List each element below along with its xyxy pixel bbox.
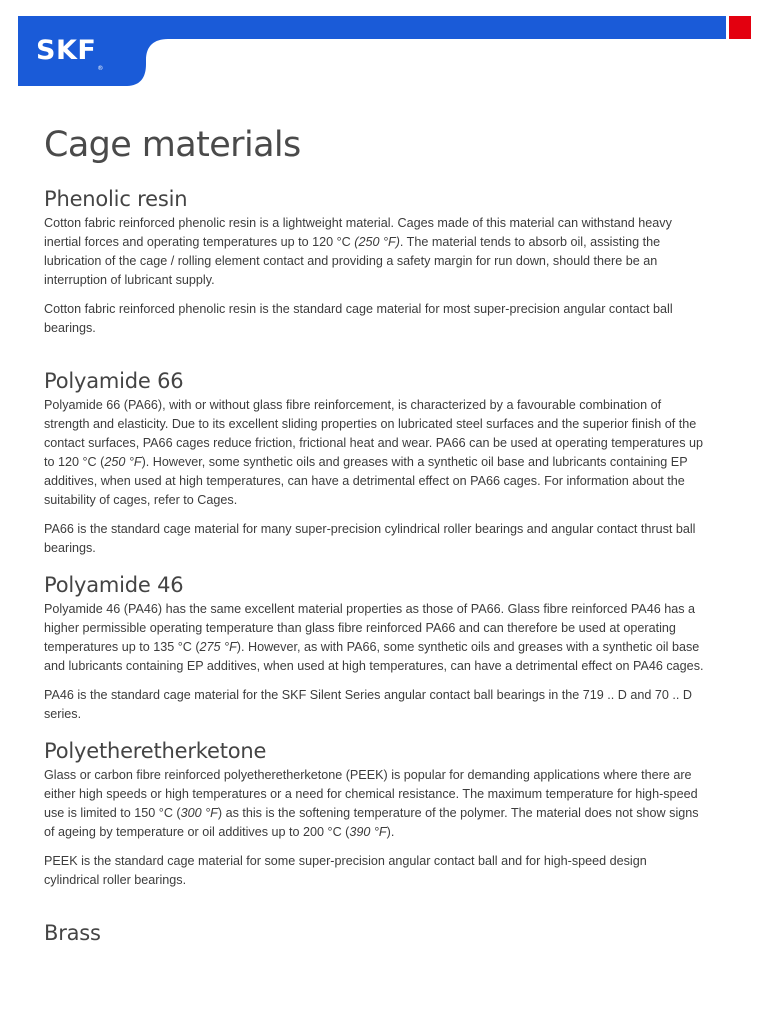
paragraph [44,214,704,290]
paragraph: PA46 is the standard cage material for the SKF Silent Series angular contact ball bearings in the 719 .. D and 70 .. D series. [44,688,693,721]
section-heading: Phenolic resin [44,187,188,211]
header-bar [0,0,768,90]
red-corner-square [729,16,751,39]
section-heading: Brass [44,921,101,945]
text-run: ). However, as with PA66, some synthetic oils and greases with a synthetic oil base and lubricants containing EP additives, when used at high temperatures, can have a detrimental effect on PA46 cages. [44,640,704,673]
text-run: ). [386,825,395,839]
section-peek [44,736,704,890]
section-phenolic-resin [44,184,704,338]
text-run: Glass or carbon fibre reinforced polyetheretherketone (PEEK) is popular for demanding applications where there are either high speeds or high temperatures or a need for chemical resistance. The maximum temperature for high-speed use is limited to 150 °C ( [44,768,698,820]
header-shape [0,0,768,90]
paragraph: Cotton fabric reinforced phenolic resin is the standard cage material for most super-precision angular contact ball bearings. [44,302,673,335]
text-run: Polyamide 66 (PA66), with or without glass fibre reinforcement, is characterized by a favourable combination of strength and elasticity. Due to its excellent sliding properties on lubricated steel surfaces and the superior finish of the contact surfaces, PA66 cages reduce friction, frictional heat and wear. PA66 can be used at operating temperatures up to 120 °C ( [44,398,703,469]
italic-run: 275 °F [199,640,237,654]
page-title: Cage materials [44,125,301,165]
skf-logo[interactable] [36,35,104,72]
paragraph [44,600,704,676]
italic-run: 390 °F [349,825,387,839]
paragraph [44,396,704,510]
section-polyamide-46 [44,570,704,724]
italic-run: 250 °F [104,455,142,469]
paragraph: PA66 is the standard cage material for many super-precision cylindrical roller bearings and angular contact thrust ball bearings. [44,522,696,555]
section-heading: Polyetheretherketone [44,739,267,763]
italic-run: 300 °F [180,806,218,820]
italic-run: (250 °F) [354,235,400,249]
text-run: . The material tends to absorb oil, assisting the lubrication of the cage / rolling element contact and providing a safety margin for run down, should there be an interruption of lubricant supply. [44,235,661,287]
document-body [44,118,704,948]
section-heading: Polyamide 46 [44,573,184,597]
text-run: Cotton fabric reinforced phenolic resin is a lightweight material. Cages made of this material can withstand heavy inertial forces and operating temperatures up to 120 °C [44,216,672,249]
logo-text: SKF [36,35,97,66]
paragraph: PEEK is the standard cage material for some super-precision angular contact ball and for high-speed design cylindrical roller bearings. [44,854,647,887]
text-run: ) as this is the softening temperature of the polymer. The material does not show signs of ageing by temperature or oil additives up to 200 °C ( [44,806,699,839]
registered-mark: ® [97,65,104,72]
text-run: Polyamide 46 (PA46) has the same excellent material properties as those of PA66. Glass fibre reinforced PA46 has a higher permissible operating temperature than glass fibre reinforced PA66 and can therefore be used at operating temperatures up to 135 °C ( [44,602,696,654]
text-run: ). However, some synthetic oils and greases with a synthetic oil base and lubricants containing EP additives, when used at high temperatures, can have a detrimental effect on PA66 cages. For information about the suitability of cages, refer to Cages. [44,455,688,507]
section-brass [44,918,704,948]
section-heading: Polyamide 66 [44,369,184,393]
paragraph [44,766,704,842]
section-polyamide-66 [44,366,704,558]
